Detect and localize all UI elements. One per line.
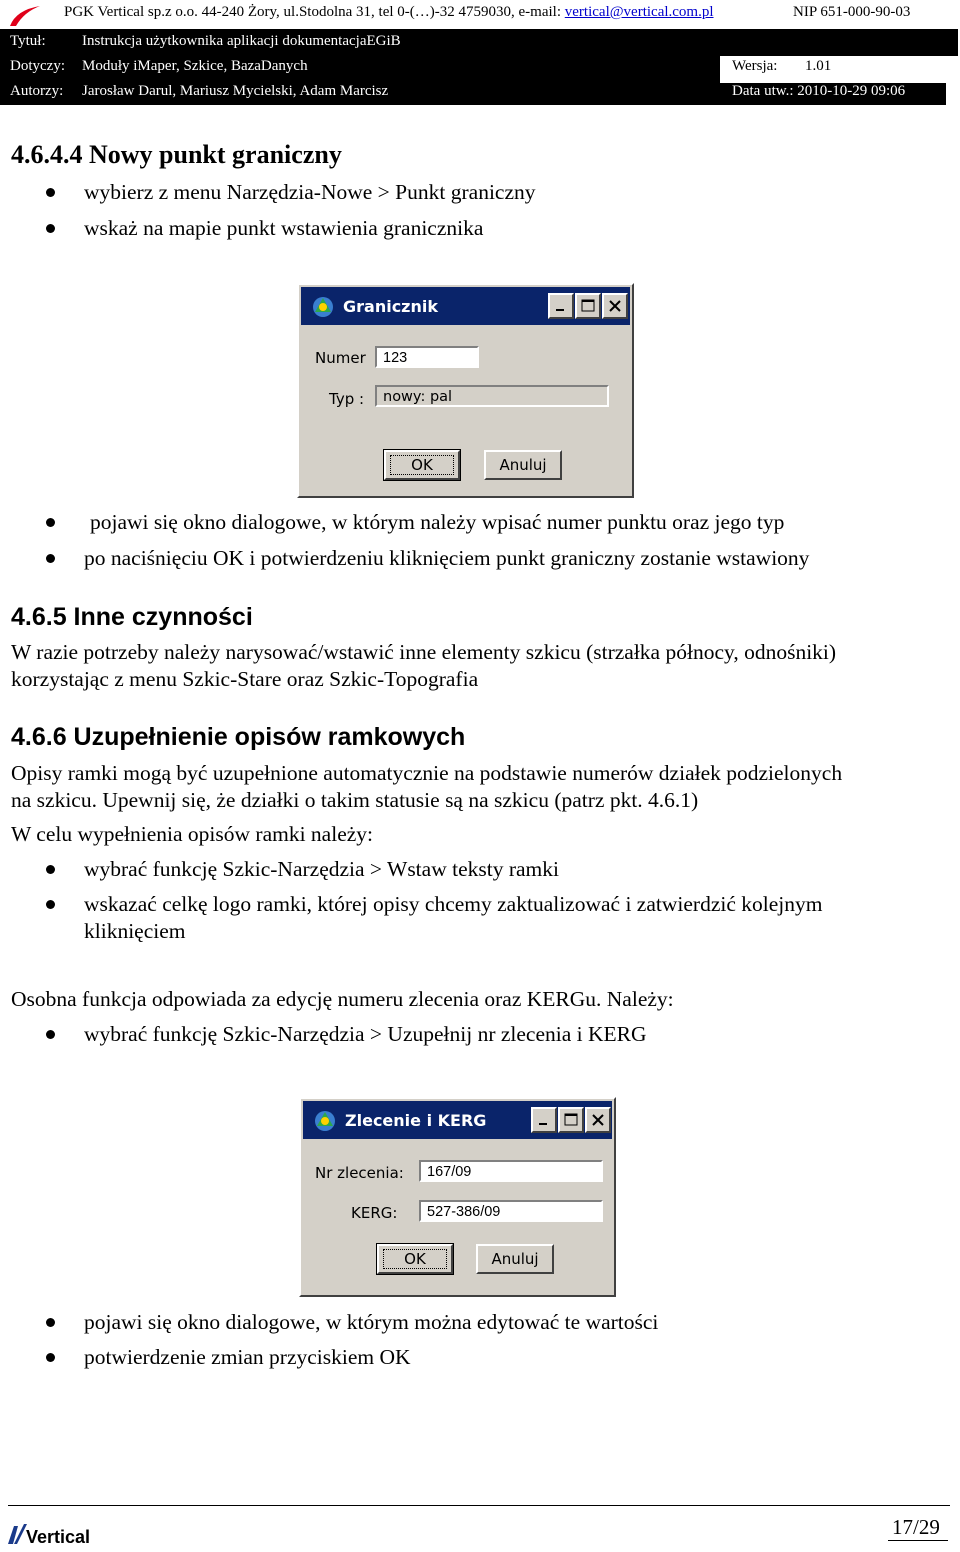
- list-item: po naciśnięciu OK i potwierdzeniu kliknięciem punkt graniczny zostanie wstawiony: [84, 546, 810, 570]
- header-value: Moduły iMaper, Szkice, BazaDanych: [82, 58, 308, 74]
- page-number-underline: [888, 1540, 948, 1541]
- maximize-icon: [580, 298, 596, 314]
- header-table: [0, 29, 958, 105]
- close-icon: [607, 298, 623, 314]
- nr-zlecenia-input[interactable]: [419, 1160, 603, 1182]
- dialog-titlebar: [303, 1101, 612, 1139]
- kerg-label: KERG:: [351, 1204, 398, 1222]
- date-row: [720, 83, 946, 105]
- app-icon: [311, 1108, 339, 1134]
- date-label: Data utw.:: [732, 83, 794, 99]
- typ-label: Typ :: [329, 390, 365, 408]
- bullet-icon: [46, 188, 55, 197]
- bullet-icon: [46, 1353, 55, 1362]
- version-label: Wersja:: [732, 58, 778, 74]
- list-item: pojawi się okno dialogowe, w którym można edytować te wartości: [84, 1310, 659, 1334]
- bullet-icon: [46, 900, 55, 909]
- focus-rect: [383, 1249, 447, 1269]
- list-item: wybrać funkcję Szkic-Narzędzia > Wstaw teksty ramki: [84, 857, 559, 881]
- bullet-icon: [46, 1318, 55, 1327]
- bullet-icon: [46, 554, 55, 563]
- version-value: 1.01: [805, 58, 832, 74]
- numer-label: Numer: [315, 349, 366, 367]
- paragraph-line: W celu wypełnienia opisów ramki należy:: [11, 822, 374, 846]
- close-button[interactable]: [602, 293, 628, 319]
- page-number: 17/29: [892, 1515, 940, 1539]
- header-label: Tytuł:: [10, 33, 46, 49]
- header-meta: [720, 56, 958, 105]
- ok-button[interactable]: [377, 1244, 453, 1274]
- bullet-icon: [46, 1030, 55, 1039]
- list-item: pojawi się okno dialogowe, w którym należy wpisać numer punktu oraz jego typ: [90, 510, 785, 534]
- paragraph-line: Opisy ramki mogą być uzupełnione automatycznie na podstawie numerów działek podzielonych: [11, 761, 843, 785]
- paragraph-line: na szkicu. Upewnij się, że działki o takim statusie są na szkicu (patrz pkt. 4.6.1): [11, 788, 699, 812]
- bullet-icon: [46, 224, 55, 233]
- ok-label: OK: [404, 1250, 426, 1268]
- bullet-icon: [46, 865, 55, 874]
- footer-divider: [8, 1505, 950, 1506]
- close-button[interactable]: [585, 1107, 611, 1133]
- dialog-zlecenie-kerg: [299, 1097, 616, 1297]
- header-row-authors: [0, 79, 720, 104]
- close-icon: [590, 1112, 606, 1128]
- app-icon: [309, 294, 337, 320]
- ok-button[interactable]: [384, 450, 460, 480]
- list-item: wybierz z menu Narzędzia-Nowe > Punkt graniczny: [84, 180, 536, 204]
- focus-rect: [390, 455, 454, 475]
- vertical-logo-icon: [6, 4, 46, 28]
- dialog-title: Granicznik: [343, 297, 439, 316]
- maximize-button[interactable]: [575, 293, 601, 319]
- footer-brand: Vertical: [26, 1527, 91, 1547]
- typ-select[interactable]: nowy: pal: [375, 385, 609, 407]
- list-item-continuation: kliknięciem: [84, 919, 186, 943]
- list-item: wskazać celkę logo ramki, której opisy chcemy zaktualizować i zatwierdzić kolejnym: [84, 892, 823, 916]
- nr-zlecenia-label: Nr zlecenia:: [315, 1164, 404, 1182]
- header-label: Dotyczy:: [10, 58, 65, 74]
- ok-label: OK: [411, 456, 433, 474]
- company-nip: NIP 651-000-90-03: [793, 4, 911, 20]
- list-item: wybrać funkcję Szkic-Narzędzia > Uzupełnij nr zlecenia i KERG: [84, 1022, 647, 1046]
- minimize-icon: [536, 1112, 552, 1128]
- maximize-icon: [563, 1112, 579, 1128]
- company-email-link[interactable]: vertical@vertical.com.pl: [564, 4, 714, 20]
- minimize-button[interactable]: [531, 1107, 557, 1133]
- bullet-icon: [46, 518, 55, 527]
- section-heading-465: 4.6.5 Inne czynności: [11, 603, 253, 631]
- dialog-title: Zlecenie i KERG: [345, 1111, 487, 1130]
- paragraph-line: korzystając z menu Szkic-Stare oraz Szkic-Topografia: [11, 667, 479, 691]
- list-item: potwierdzenie zmian przyciskiem OK: [84, 1345, 411, 1369]
- header-value: Jarosław Darul, Mariusz Mycielski, Adam Marcisz: [82, 83, 389, 99]
- maximize-button[interactable]: [558, 1107, 584, 1133]
- section-heading-4644: 4.6.4.4 Nowy punkt graniczny: [11, 140, 342, 169]
- header-label: Autorzy:: [10, 83, 64, 99]
- company-address: PGK Vertical sp.z o.o. 44-240 Żory, ul.Stodolna 31, tel 0-(…)-32 4759030, e-mail:: [64, 4, 565, 20]
- dialog-granicznik: [297, 283, 634, 498]
- header-row-title: [0, 29, 720, 54]
- kerg-input[interactable]: [419, 1200, 603, 1222]
- cancel-button[interactable]: Anuluj: [484, 450, 562, 480]
- header-row-subject: [0, 54, 720, 79]
- vertical-logo-icon: [6, 1522, 28, 1546]
- list-item: wskaż na mapie punkt wstawienia granicznika: [84, 216, 484, 240]
- date-value: 2010-10-29 09:06: [797, 83, 906, 99]
- paragraph-line: W razie potrzeby należy narysować/wstawić inne elementy szkicu (strzałka północy, odnośniki): [11, 640, 837, 664]
- minimize-button[interactable]: [548, 293, 574, 319]
- dialog-titlebar: [301, 287, 630, 325]
- numer-input[interactable]: [375, 346, 479, 368]
- paragraph-line: Osobna funkcja odpowiada za edycję numeru zlecenia oraz KERGu. Należy:: [11, 987, 674, 1011]
- cancel-button[interactable]: Anuluj: [476, 1244, 554, 1274]
- company-info: [64, 4, 714, 21]
- section-heading-466: 4.6.6 Uzupełnienie opisów ramkowych: [11, 723, 466, 751]
- minimize-icon: [553, 298, 569, 314]
- header-value: Instrukcja użytkownika aplikacji dokumentacjaEGiB: [82, 33, 401, 49]
